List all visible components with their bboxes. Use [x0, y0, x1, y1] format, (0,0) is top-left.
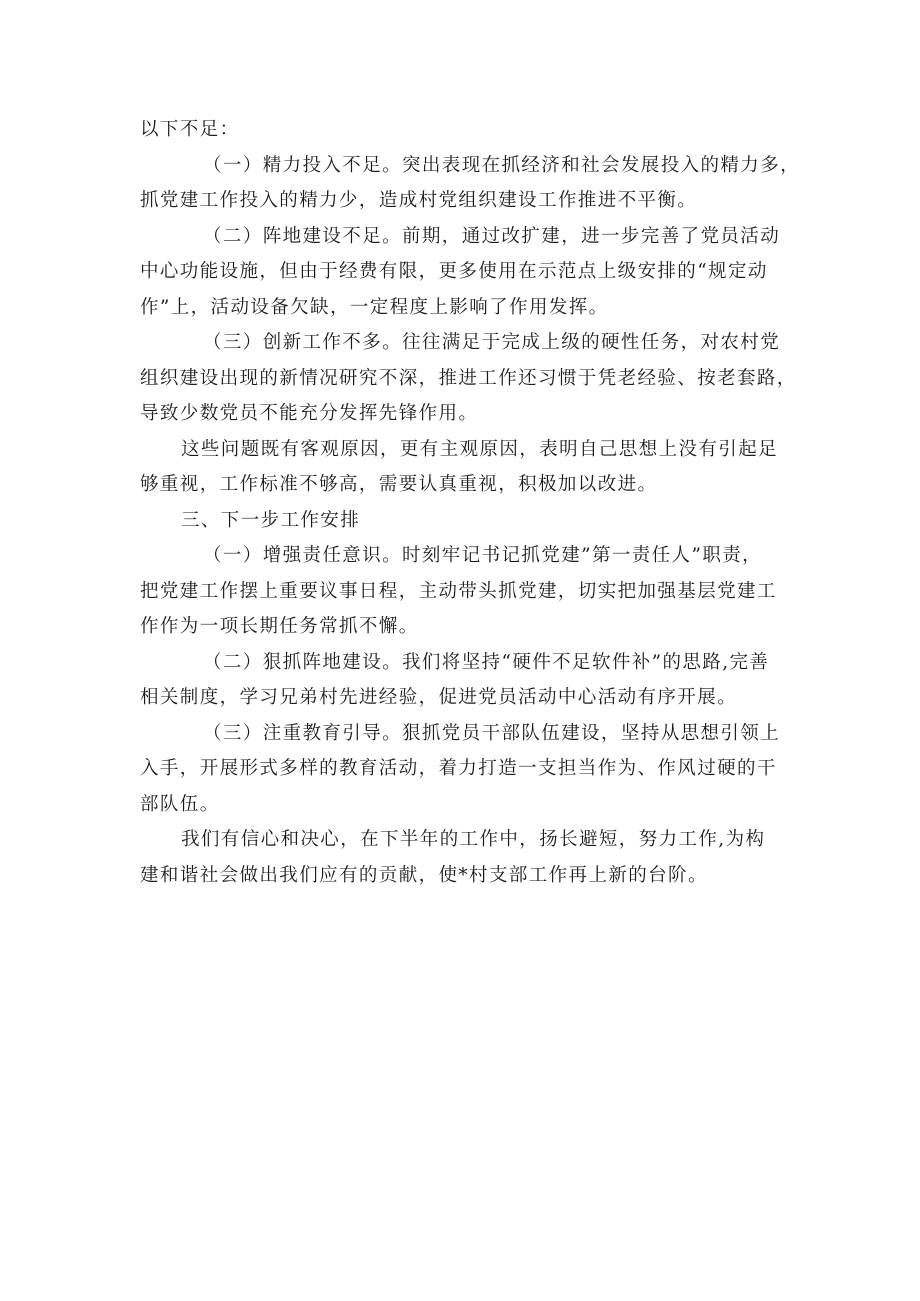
- text-line: 中心功能设施，但由于经费有限，更多使用在示范点上级安排的“规定动: [140, 261, 768, 282]
- text-line: 作作为一项长期任务常抓不懈。: [140, 616, 419, 637]
- text-line: 抓党建工作投入的精力少，造成村党组织建设工作推进不平衡。: [140, 190, 698, 211]
- text-line: 部队伍。: [140, 793, 220, 815]
- text-line: 作”上，活动设备欠缺，一定程度上影响了作用发挥。: [140, 296, 609, 318]
- text-line: 入手，开展形式多样的教育活动，着力打造一支担当作为、作风过硬的干: [140, 758, 777, 779]
- text-line: （二）狠抓阵地建设。我们将坚持“硬件不足软件补”的思路,完善: [203, 651, 770, 673]
- text-line: （三）注重教育引导。狠抓党员干部队伍建设，坚持从思想引领上: [203, 722, 781, 744]
- text-line: 把党建工作摆上重要议事日程，主动带头抓党建，切实把加强基层党建工: [140, 580, 777, 602]
- text-line: 建和谐社会做出我们应有的贡献，使*村支部工作再上新的台阶。: [140, 864, 708, 886]
- text-line: （一）增强责任意识。时刻牢记书记抓党建”第一责任人”职责，: [203, 545, 763, 566]
- text-line: 相关制度，学习兄弟村先进经验，促进党员活动中心活动有序开展。: [140, 687, 738, 708]
- text-line: （二）阵地建设不足。前期，通过改扩建，进一步完善了党员活动: [203, 225, 781, 247]
- text-line: （一）精力投入不足。突出表现在抓经济和社会发展投入的精力多，: [203, 154, 801, 176]
- text-line: （三）创新工作不多。往往满足于完成上级的硬性任务，对农村党: [203, 332, 781, 353]
- text-line: 够重视，工作标准不够高，需要认真重视，积极加以改进。: [140, 474, 658, 495]
- text-line: 导致少数党员不能充分发挥先锋作用。: [140, 403, 479, 424]
- text-line: 我们有信心和决心，在下半年的工作中，扬长避短，努力工作,为构: [181, 829, 766, 850]
- section-heading: 三、下一步工作安排: [181, 509, 361, 531]
- document-body: [140, 112, 800, 893]
- text-line: 以下不足：: [140, 119, 240, 140]
- text-line: 这些问题既有客观原因，更有主观原因，表明自己思想上没有引起足: [181, 438, 779, 460]
- text-line: 组织建设出现的新情况研究不深，推进工作还习惯于凭老经验、按老套路，: [140, 367, 797, 389]
